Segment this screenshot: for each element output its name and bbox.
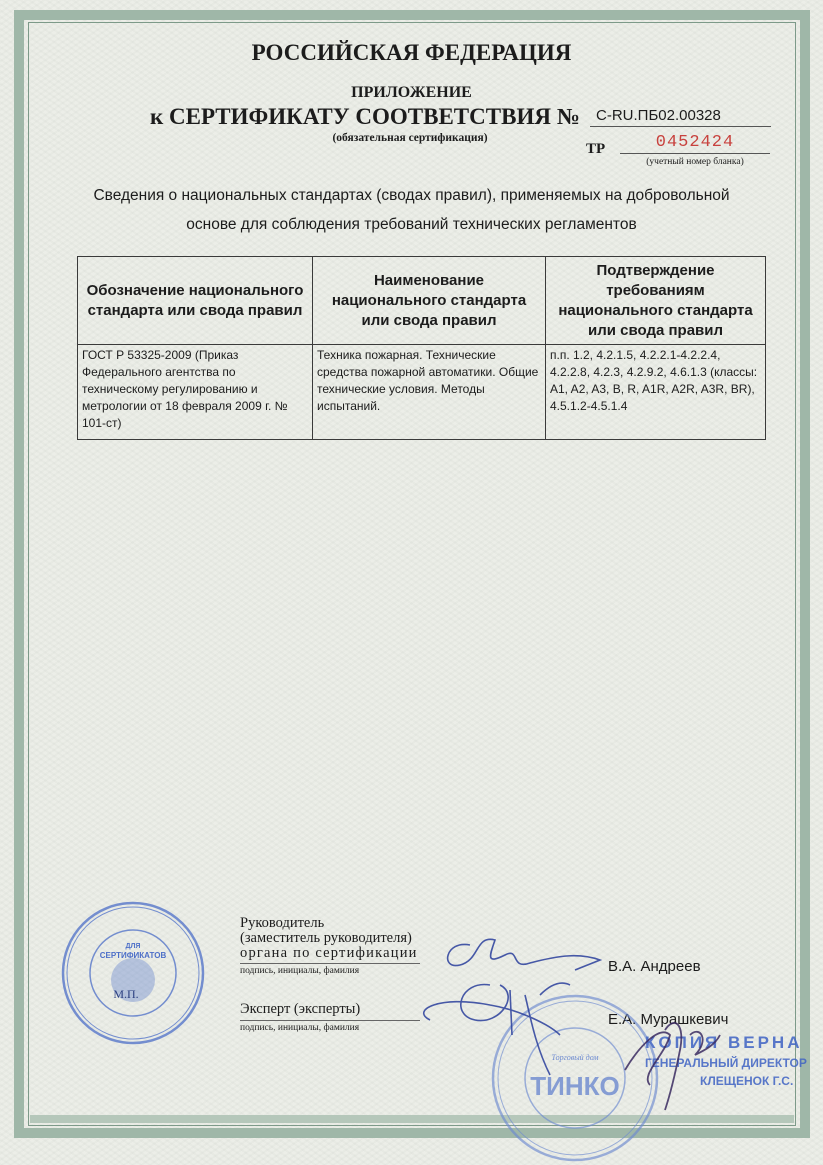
table-header-row [78, 257, 766, 345]
table-cell: п.п. 1.2, 4.2.1.5, 4.2.2.1-4.2.2.4, 4.2.2.8, 4.2.3, 4.2.9.2, 4.6.1.3 (классы: A1, A2, A3, B, R, A1R, A2R, A3R, BR), 4.5.1.2-4.5.1.4 [546, 345, 766, 440]
head-label-2: (заместитель руководителя) [240, 930, 412, 946]
certification-body-seal [58, 898, 208, 1048]
table-cell: Техника пожарная. Технические средства пожарной автоматики. Общие технические условия. Методы испытаний. [313, 345, 546, 440]
table-cell: ГОСТ Р 53325-2009 (Приказ Федерального агентства по техническому регулированию и метрологии от 18 февраля 2009 г. № 101-ст) [78, 345, 313, 440]
certificate-label: к СЕРТИФИКАТУ СООТВЕТСТВИЯ № [150, 104, 580, 129]
tr-label: ТР [586, 141, 606, 157]
column-header: Наименование национального стандарта или свода правил [313, 257, 546, 345]
expert-signature-line [240, 1020, 420, 1021]
blank-number: 0452424 [620, 133, 770, 154]
svg-text:М.П.: М.П. [113, 987, 139, 1001]
country-title: РОССИЙСКАЯ ФЕДЕРАЦИЯ [251, 40, 572, 65]
intro-line-1: Сведения о национальных стандартах (сводах правил), применяемых на добровольной [93, 187, 730, 204]
blank-number-caption: (учетный номер бланка) [646, 157, 744, 167]
handwritten-signatures [400, 925, 823, 1145]
column-header: Подтверждение требованиям национального стандарта или свода правил [546, 257, 766, 345]
head-name: В.А. Андреев [608, 958, 701, 975]
head-signature-line [240, 963, 420, 964]
svg-text:ДЛЯ: ДЛЯ [125, 943, 141, 950]
svg-text:СЕРТИФИКАТОВ: СЕРТИФИКАТОВ [99, 951, 167, 960]
certificate-number: C-RU.ПБ02.00328 [590, 107, 771, 127]
expert-name: Е.А. Мурашкевич [608, 1011, 729, 1028]
standards-table [77, 256, 766, 440]
head-label-1: Руководитель [240, 915, 325, 931]
svg-text:ТИНКО: ТИНКО [530, 1071, 620, 1101]
table-row [78, 345, 766, 440]
expert-caption: подпись, инициалы, фамилия [240, 1023, 360, 1033]
copy-stamp-line-2: ГЕНЕРАЛЬНЫЙ ДИРЕКТОР [645, 1056, 807, 1070]
copy-stamp-line-1: КОПИЯ ВЕРНА [645, 1033, 803, 1052]
copy-stamp-line-3: КЛЕЩЕНОК Г.С. [700, 1074, 794, 1088]
expert-label: Эксперт (эксперты) [240, 1001, 361, 1017]
head-label-3: органа по сертификации [240, 945, 418, 961]
head-caption: подпись, инициалы, фамилия [240, 966, 360, 976]
certification-type: (обязательная сертификация) [332, 132, 488, 144]
column-header: Обозначение национального стандарта или свода правил [78, 257, 313, 345]
intro-line-2: основе для соблюдения требований технических регламентов [186, 216, 637, 233]
appendix-title: ПРИЛОЖЕНИЕ [351, 84, 472, 101]
svg-text:Торговый дом: Торговый дом [551, 1053, 599, 1062]
